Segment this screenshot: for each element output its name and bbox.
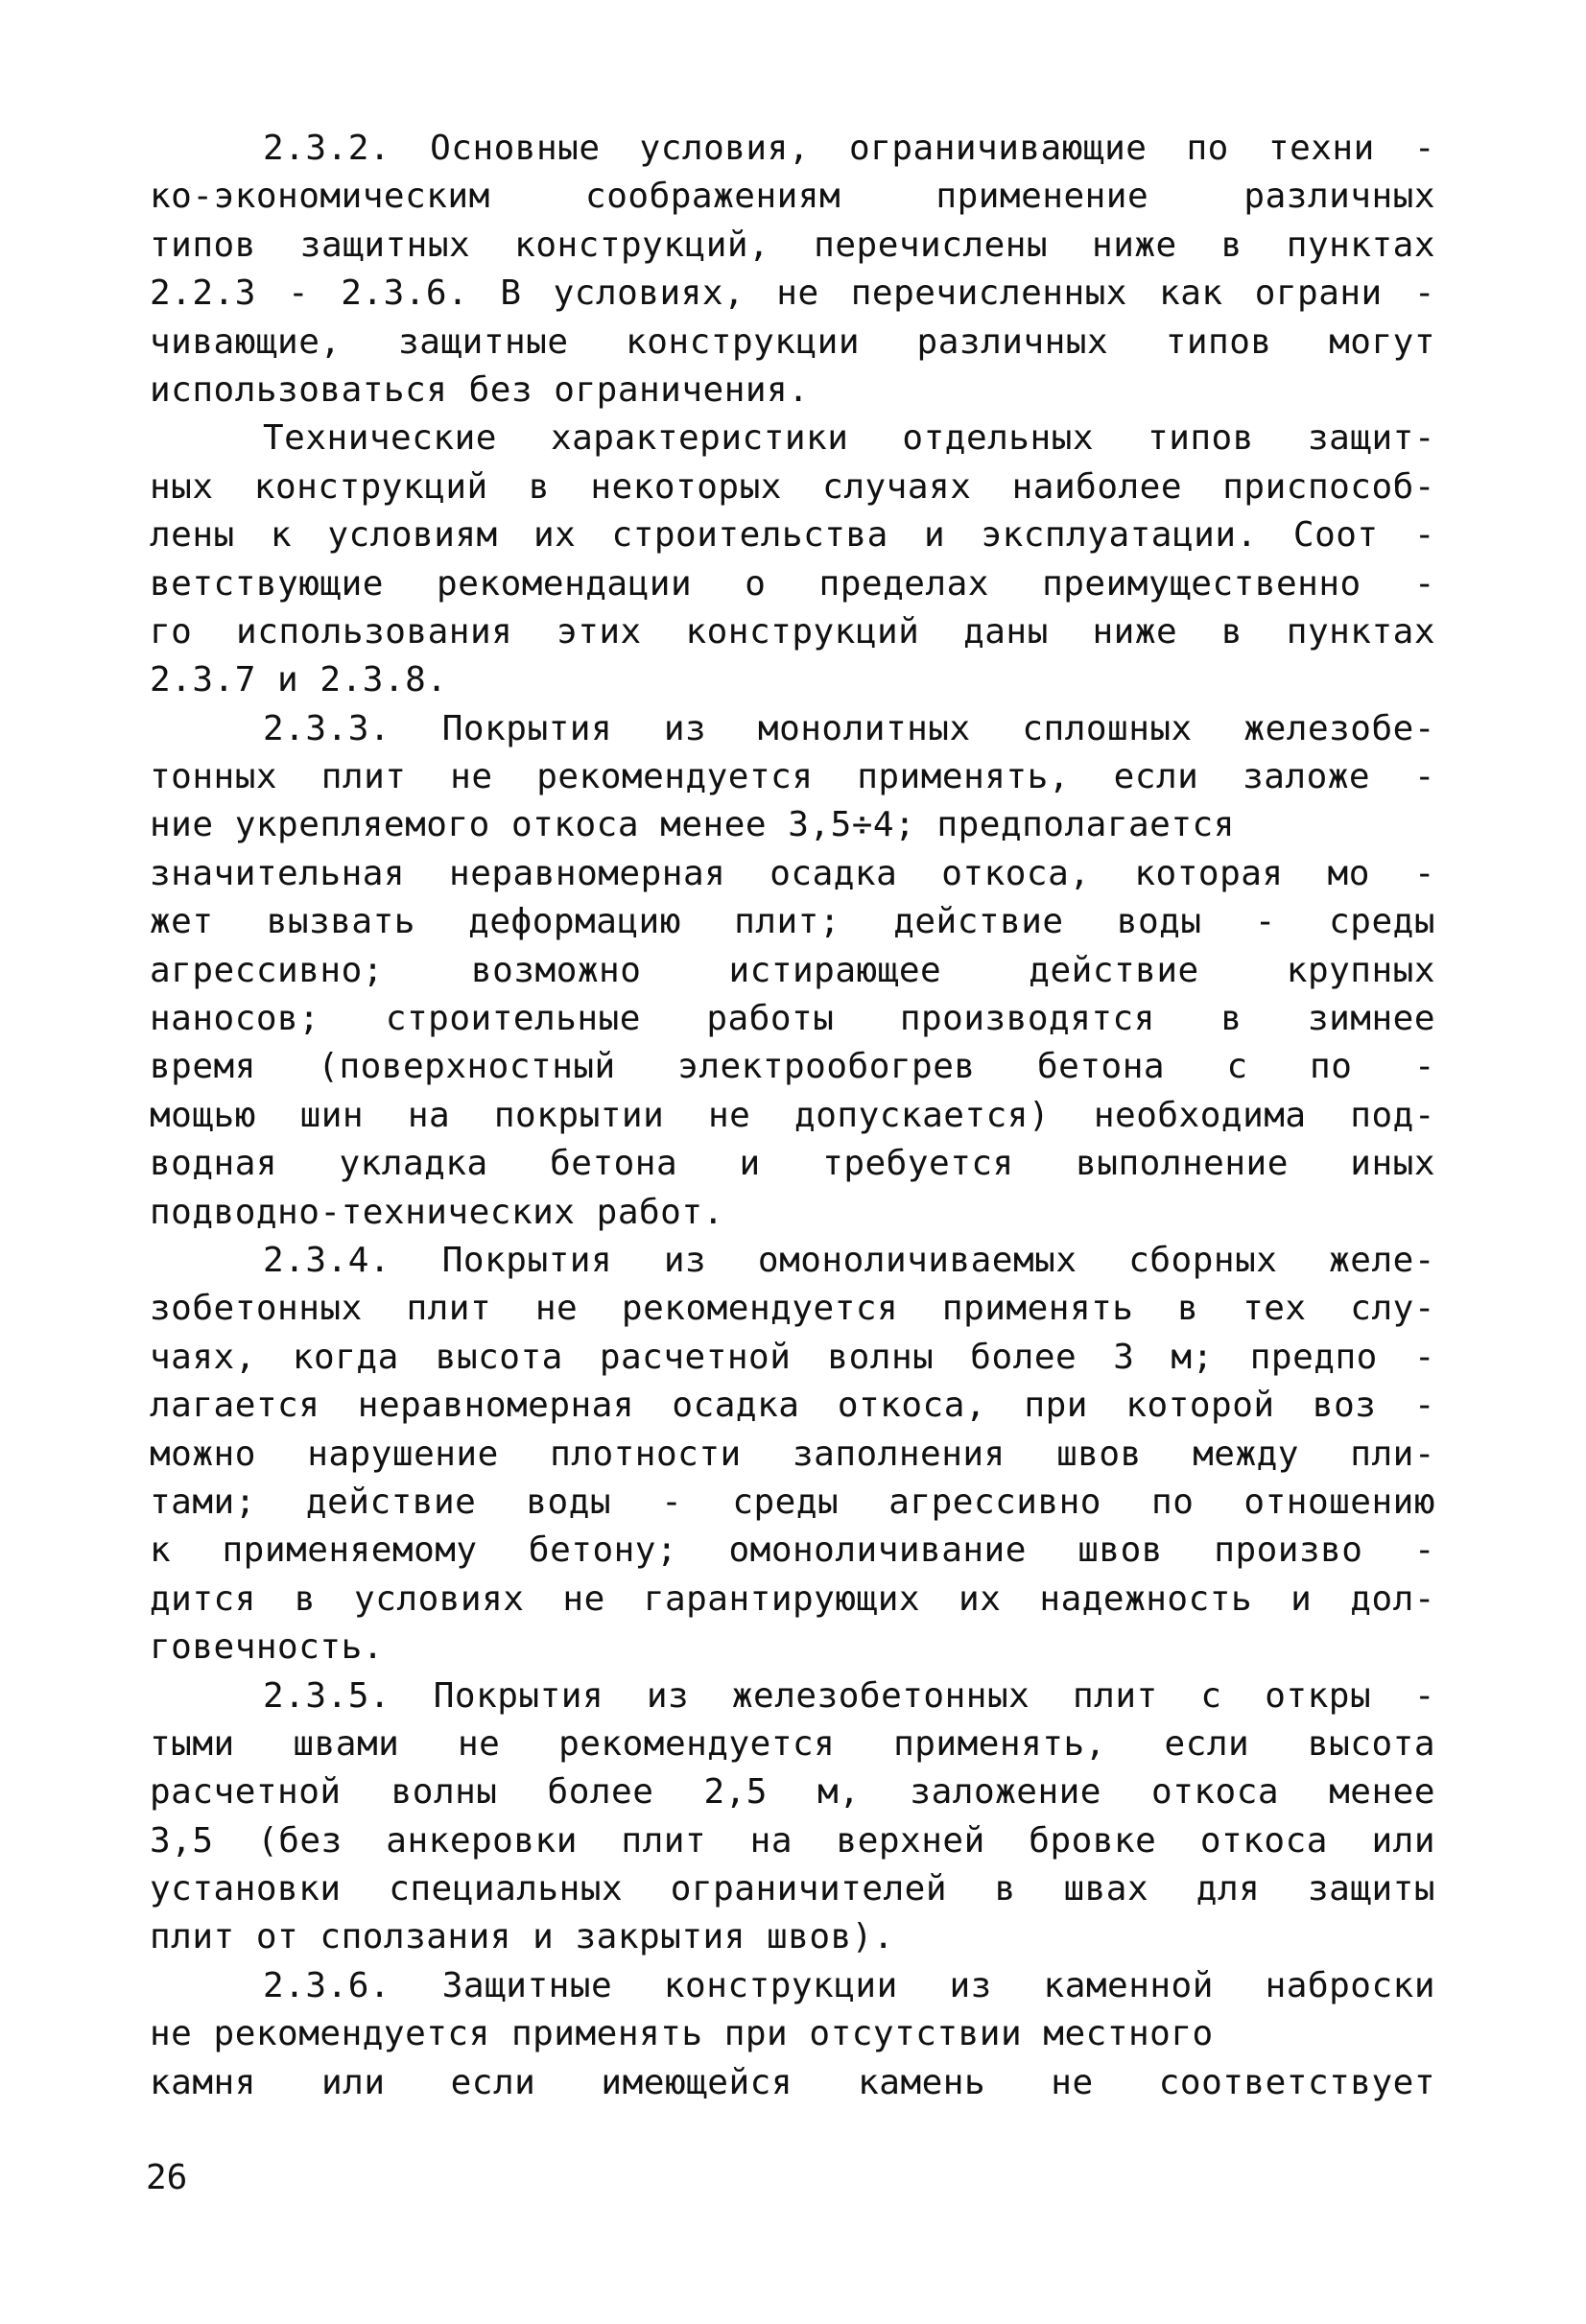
text-line: не рекомендуется применять при отсутствии местного — [150, 2014, 1214, 2054]
text-line: ветствующие рекомендации о пределах преимущественно - — [150, 563, 1435, 604]
page-number: 26 — [146, 2158, 188, 2197]
section-2-3-6-line: 2.3.6. Защитные конструкции из каменной наброски — [263, 1965, 1435, 2005]
text-line: ние укрепляемого откоса менее 3,5÷4; предполагается — [150, 805, 1235, 845]
text-line: 2.3.7 и 2.3.8. — [150, 660, 448, 700]
text-line: тами; действие воды - среды агрессивно по отношению — [150, 1482, 1435, 1522]
text-line: камня или если имеющейся камень не соответствует — [150, 2062, 1435, 2102]
text-line: го использования этих конструкций даны ниже в пунктах — [150, 611, 1435, 652]
paragraph-start-line: Технические характеристики отдельных типов защит- — [263, 418, 1435, 459]
text-line: расчетной волны более 2,5 м, заложение откоса менее — [150, 1772, 1435, 1813]
text-line: ко-экономическим соображениям применение различных — [150, 177, 1435, 217]
text-line: жет вызвать деформацию плит; действие воды - среды — [150, 902, 1435, 942]
text-line: значительная неравномерная осадка откоса, которая мо - — [150, 853, 1435, 893]
text-line: плит от сползания и закрытия швов). — [150, 1917, 895, 1957]
text-line: чаях, когда высота расчетной волны более 3 м; предпо - — [150, 1337, 1435, 1377]
text-line: наносов; строительные работы производятся в зимнее — [150, 999, 1435, 1039]
text-line: лены к условиям их строительства и эксплуатации. Соот - — [150, 515, 1435, 556]
text-line: ных конструкций в некоторых случаях наиболее приспособ- — [150, 466, 1435, 507]
section-2-3-2-line: 2.3.2. Основные условия, ограничивающие по техни - — [263, 129, 1435, 168]
section-2-3-4-line: 2.3.4. Покрытия из омоноличиваемых сборных желе- — [263, 1240, 1435, 1280]
text-line: время (поверхностный электрообогрев бетона с по - — [150, 1047, 1435, 1087]
text-line: установки специальных ограничителей в швах для защиты — [150, 1869, 1435, 1909]
text-line: подводно-технических работ. — [150, 1192, 724, 1232]
text-line: дится в условиях не гарантирующих их надежность и дол- — [150, 1578, 1435, 1619]
text-line: тонных плит не рекомендуется применять, если заложе - — [150, 757, 1435, 797]
body-text — [150, 125, 1435, 2107]
text-line: зобетонных плит не рекомендуется применять в тех слу- — [150, 1289, 1435, 1329]
text-line: 2.2.3 - 2.3.6. В условиях, не перечисленных как ограни - — [150, 273, 1435, 314]
text-line: водная укладка бетона и требуется выполнение иных — [150, 1144, 1435, 1184]
text-line: к применяемому бетону; омоноличивание швов произво - — [150, 1530, 1435, 1571]
text-line: типов защитных конструкций, перечислены ниже в пунктах — [150, 225, 1435, 265]
text-line: 3,5 (без анкеровки плит на верхней бровке откоса или — [150, 1820, 1435, 1861]
text-line: говечность. — [150, 1627, 384, 1668]
text-line: лагается неравномерная осадка откоса, при которой воз - — [150, 1386, 1435, 1426]
section-2-3-3-line: 2.3.3. Покрытия из монолитных сплошных железобе- — [263, 708, 1435, 748]
text-line: чивающие, защитные конструкции различных типов могут — [150, 321, 1435, 362]
text-line: мощью шин на покрытии не допускается) необходима под- — [150, 1095, 1435, 1135]
section-2-3-5-line: 2.3.5. Покрытия из железобетонных плит с откры - — [263, 1675, 1435, 1716]
text-line: можно нарушение плотности заполнения швов между пли- — [150, 1434, 1435, 1474]
text-line: агрессивно; возможно истирающее действие крупных — [150, 950, 1435, 990]
text-line: тыми швами не рекомендуется применять, если высота — [150, 1723, 1435, 1764]
text-line: использоваться без ограничения. — [150, 369, 810, 410]
